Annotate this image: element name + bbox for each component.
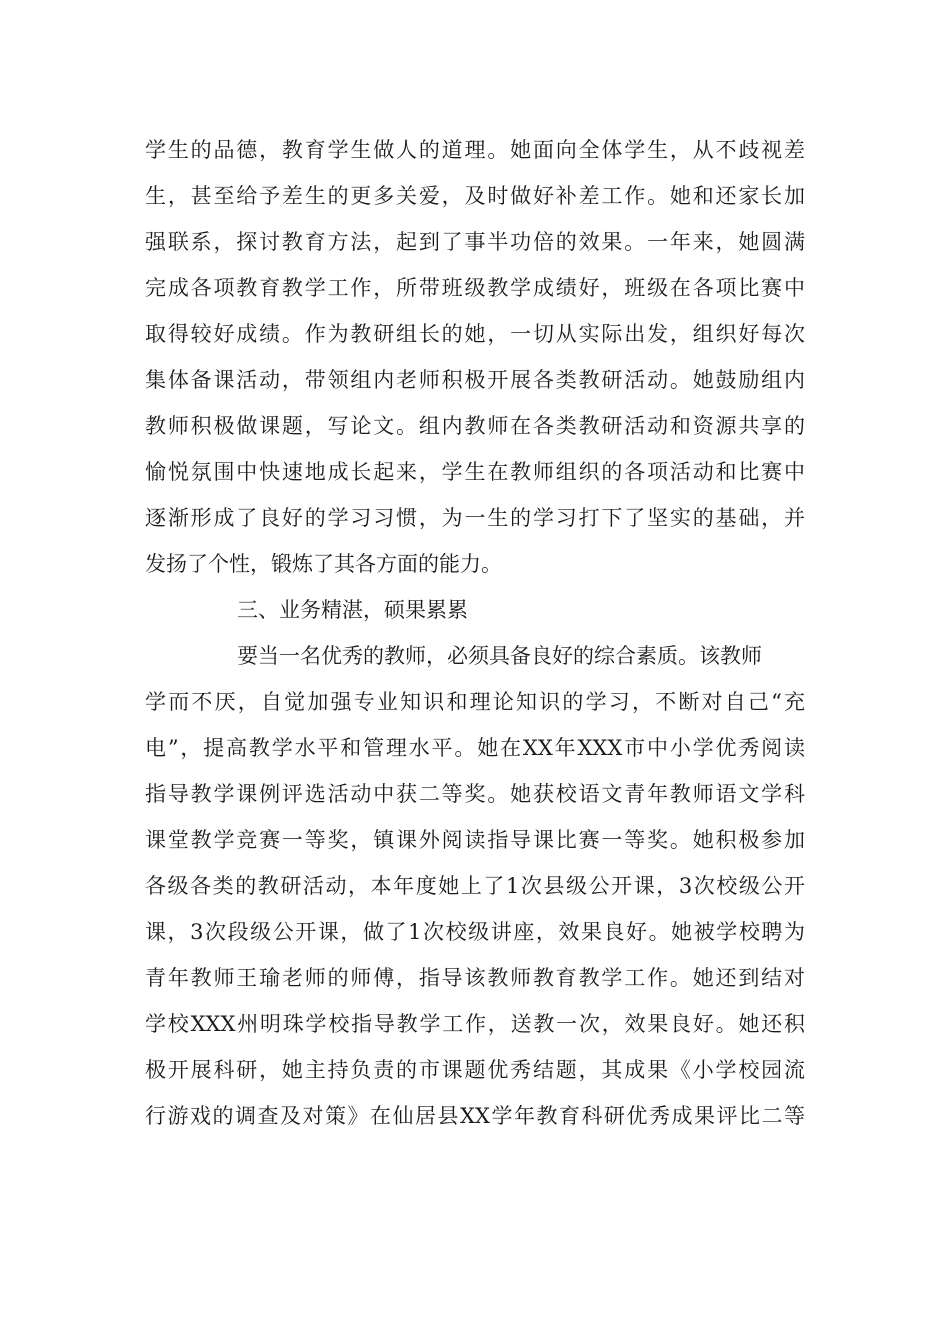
- paragraph-1-line-3: 强联系，探讨教育方法，起到了事半功倍的效果。一年来，她圆满: [145, 230, 805, 254]
- paragraph-2-line-10: 极开展科研，她主持负责的市课题优秀结题，其成果《小学校园流: [145, 1058, 805, 1082]
- paragraph-1-line-4: 完成各项教育教学工作，所带班级教学成绩好，班级在各项比赛中: [145, 276, 805, 300]
- paragraph-1-line-2: 生，甚至给予差生的更多关爱，及时做好补差工作。她和还家长加: [145, 184, 805, 208]
- section-heading: 三、业务精湛，硕果累累: [237, 598, 468, 622]
- paragraph-1-line-1: 学生的品德，教育学生做人的道理。她面向全体学生，从不歧视差: [145, 138, 805, 162]
- paragraph-2-line-4: 指导教学课例评选活动中获二等奖。她获校语文青年教师语文学科: [145, 782, 805, 806]
- paragraph-1-line-6: 集体备课活动，带领组内老师积极开展各类教研活动。她鼓励组内: [145, 368, 805, 392]
- paragraph-1-line-5: 取得较好成绩。作为教研组长的她，一切从实际出发，组织好每次: [145, 322, 805, 346]
- paragraph-2-line-6: 各级各类的教研活动，本年度她上了1次县级公开课，3次校级公开: [145, 874, 805, 898]
- paragraph-2-line-5: 课堂教学竞赛一等奖，镇课外阅读指导课比赛一等奖。她积极参加: [145, 828, 805, 852]
- paragraph-1-line-8: 愉悦氛围中快速地成长起来，学生在教师组织的各项活动和比赛中: [145, 460, 805, 484]
- paragraph-2-line-7: 课，3次段级公开课，做了1次校级讲座，效果良好。她被学校聘为: [145, 920, 805, 944]
- document-body: [145, 127, 805, 1139]
- paragraph-1-line-10: 发扬了个性，锻炼了其各方面的能力。: [145, 552, 502, 576]
- paragraph-2-line-11: 行游戏的调查及对策》在仙居县XX学年教育科研优秀成果评比二等: [145, 1104, 805, 1128]
- paragraph-2-line-3: 电”，提高教学水平和管理水平。她在XX年XXX市中小学优秀阅读: [145, 736, 805, 760]
- paragraph-2-line-9: 学校XXX州明珠学校指导教学工作，送教一次，效果良好。她还积: [145, 1012, 805, 1036]
- paragraph-2-line-1: 要当一名优秀的教师，必须具备良好的综合素质。该教师: [237, 644, 762, 668]
- paragraph-1-line-7: 教师积极做课题，写论文。组内教师在各类教研活动和资源共享的: [145, 414, 805, 438]
- paragraph-2-line-2: 学而不厌，自觉加强专业知识和理论知识的学习，不断对自己“充: [145, 690, 805, 714]
- paragraph-2-line-8: 青年教师王瑜老师的师傅，指导该教师教育教学工作。她还到结对: [145, 966, 805, 990]
- paragraph-1-line-9: 逐渐形成了良好的学习习惯，为一生的学习打下了坚实的基础，并: [145, 506, 805, 530]
